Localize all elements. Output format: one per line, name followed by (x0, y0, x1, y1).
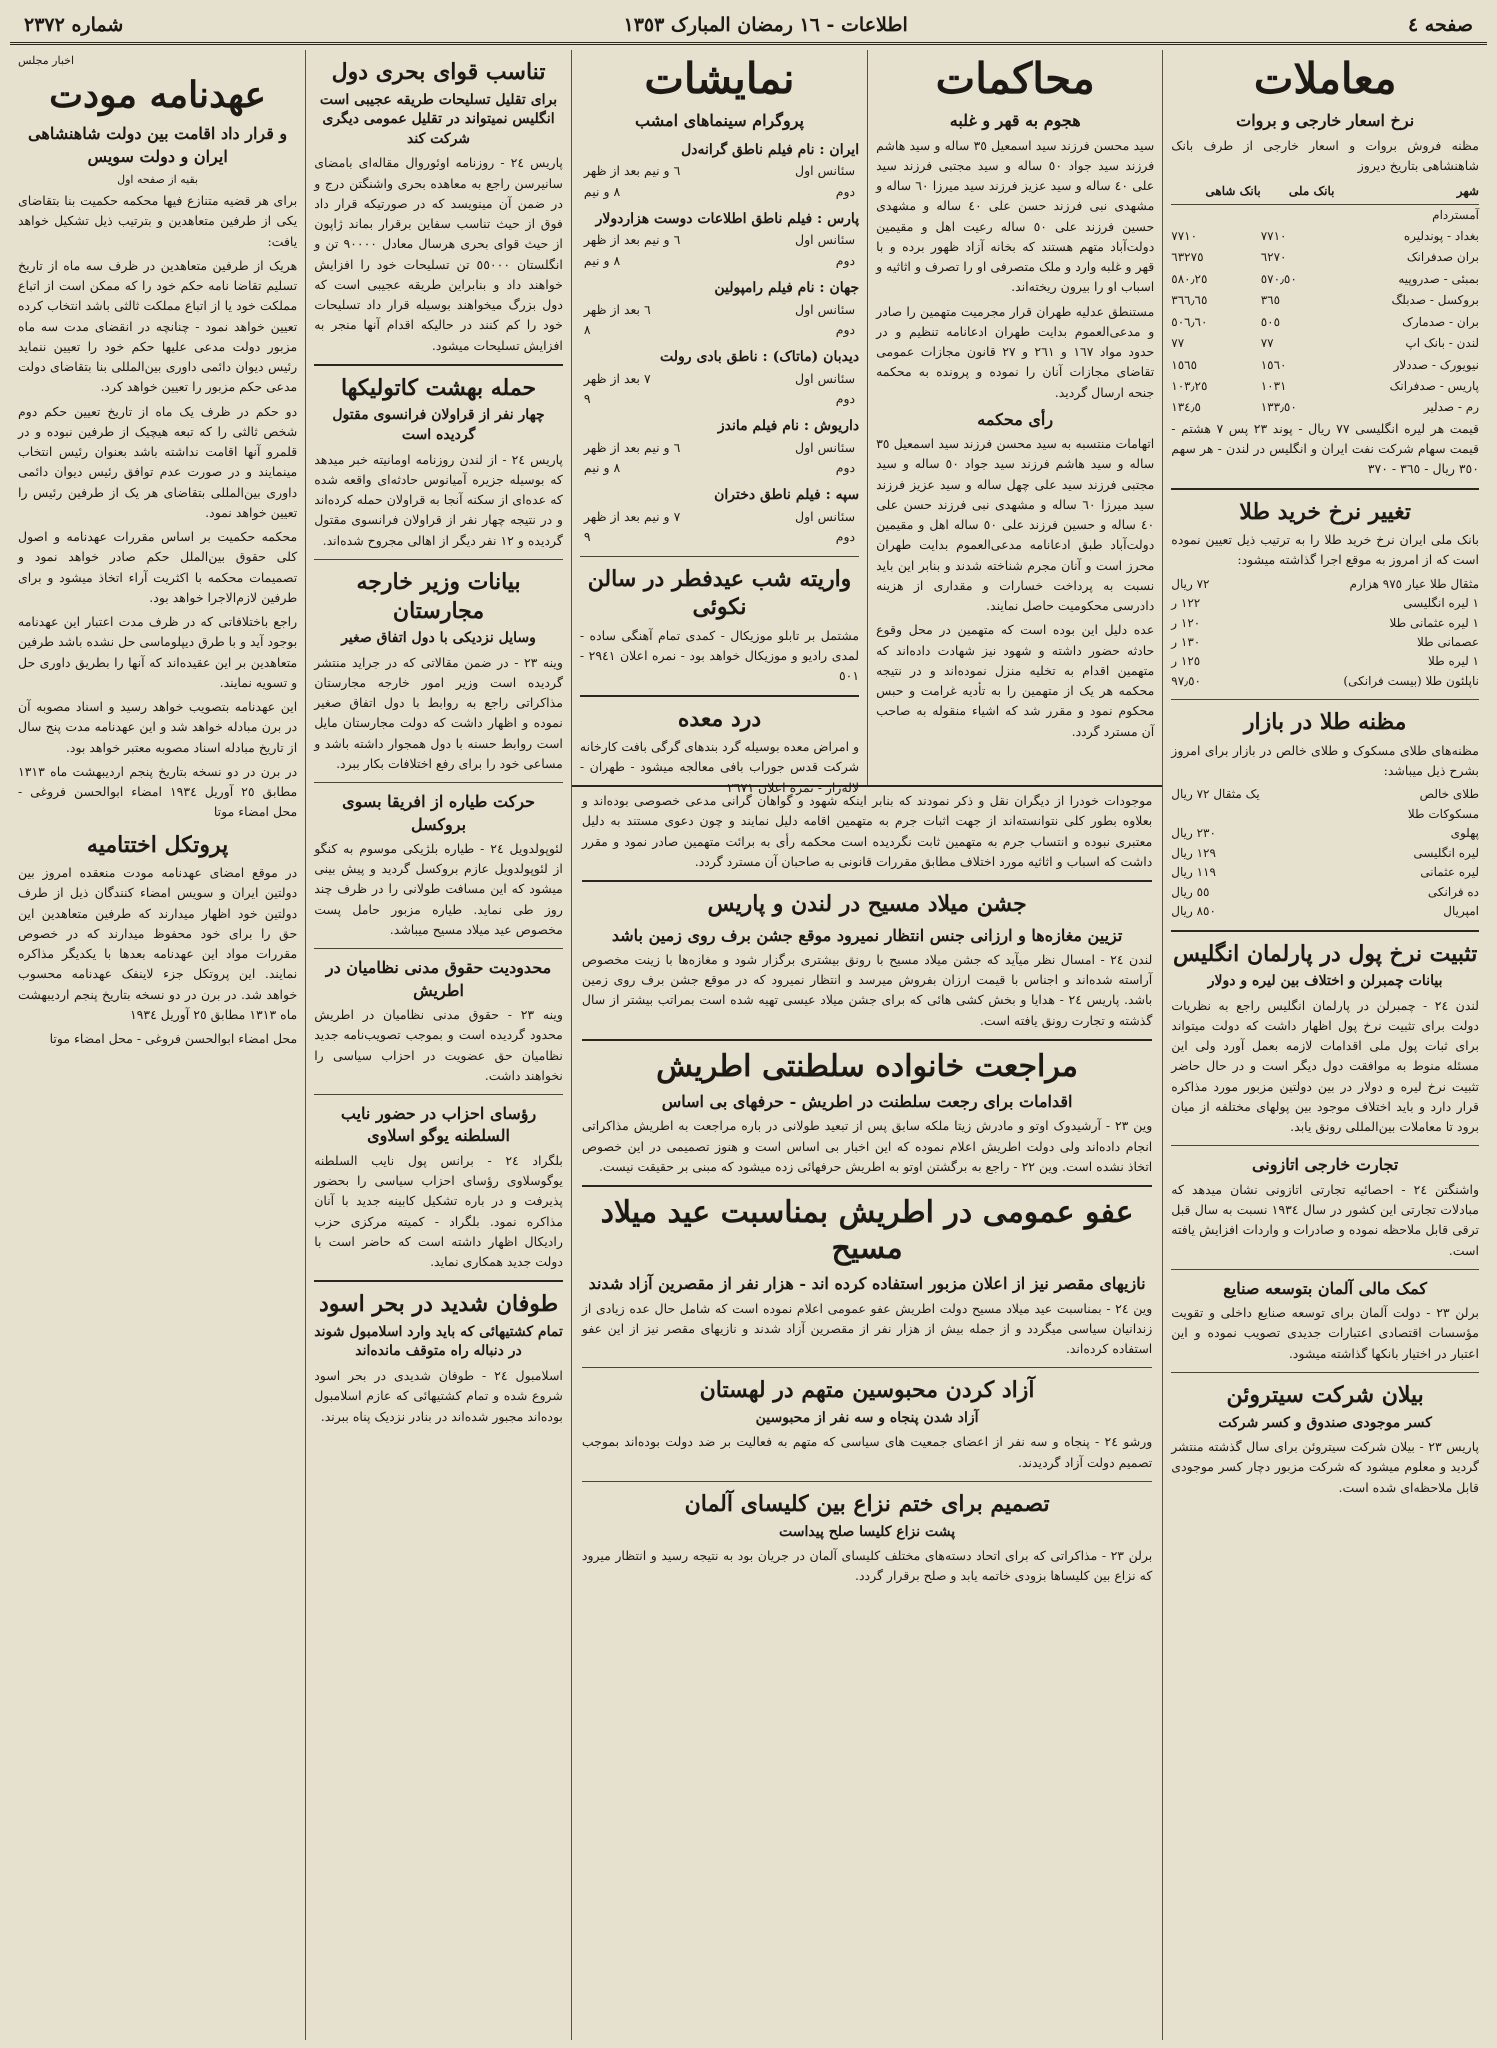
session-label: دوم (835, 183, 856, 199)
session-label: دوم (835, 321, 856, 337)
church-text: برلن ٢٣ - مذاکراتی که برای اتحاد دسته‌های مختلف کلیسای آلمان در جریان بود به نتیجه رسید و انتظار میرود که نزاع بین کلیساها بزودی خاتمه یابد و صلح برقرار گردد. (581, 1548, 1153, 1584)
table-row (1171, 312, 1479, 333)
list-item: سپه : فیلم ناطق دختران سئانس اول ٧ و نیم بعد از ظهر دوم ٩ (580, 484, 859, 547)
list-item (1171, 902, 1479, 921)
ad-title: درد معده (677, 705, 762, 732)
courts-p3: اتهامات منتسبه به سید محسن فرزند سید اسمعیل ٣٥ ساله و سید هاشم فرزند سید جواد ٥٠ ساله و سید مجتبی فرزند سید علی چهل ساله و سید عزیز فرزند سید میرزا ٦٠ ساله و مشهدی نبی فرزند حسن علی ٤٠ ساله و حسین فرزند علی ٥٠ ساله اهل و مقیمین دولت‌آباد طبق ادعانامه مدعی‌العموم بدایت طهران محرز است و آنان مجرم شناخته شدند و بنابر این باید نسبت به پرداخت خسارات و مقداری از هزینه دادرسی محکومیت حاصل نمایند. (876, 436, 1155, 614)
list-item (1171, 805, 1479, 824)
table-row (1171, 226, 1479, 247)
item-value: ١٢٢ ر (1171, 596, 1201, 611)
table-row (1171, 247, 1479, 268)
divider (580, 695, 859, 697)
church-subtitle: پشت نزاع کلیسا صلح پیداست (779, 1523, 956, 1540)
item-label: مثقال طلا عیار ٩٧٥ هزارم (1349, 576, 1479, 591)
rate: ٧٧ (1260, 336, 1274, 351)
xmas-subtitle: تزیین مغازه‌ها و ارزانی جنس انتظار نمیرود موقع جشن برف روی زمین باشد (611, 925, 1123, 945)
divider (314, 559, 563, 560)
list-item (1171, 863, 1479, 882)
table-row (1171, 269, 1479, 290)
item-label: ۱ لیره انگلیسی (1403, 596, 1479, 611)
gold-text: بانک ملی ایران نرخ خرید طلا را به ترتیب ذیل تعیین نموده است که از امروز به موقع اجرا گذاشته میشود: (1171, 532, 1479, 568)
column-treaty (10, 50, 305, 2040)
item-label: ١ لیره طلا (1428, 654, 1479, 669)
exchange-table (1171, 180, 1479, 419)
protocol-text: در موقع امضای عهدنامه مودت منعقده امروز بین دولتین ایران و سویس امضاء کنندگان ذیل از طرف دولتین خود اظهار میدارند که طرفین متعاهدین این حق را برای خود محفوظ میدارند که در خصوص مقررات مواد این عهدنامه بعدها با یکدیگر مذاکره نمایند. این پروتکل جزء لاینفک عهدنامه محسوب خواهد شد. در برن در دو نسخه بتاریخ پنجم اردیبهشت ماه ١٣١٣ مطابق ٢٥ آوریل ١٩٣٤ (18, 865, 298, 1022)
rate: ٦٣٢٧٥ (1171, 250, 1204, 265)
list-item: داریوش : نام فیلم ماندز سئانس اول ٦ و نیم بعد از ظهر دوم ٨ و نیم (580, 415, 859, 478)
poland-subtitle: آزاد شدن پنجاه و سه نفر از محبوسین (755, 1409, 979, 1426)
session-label: دوم (835, 460, 856, 476)
city: بران صدفرانک (1406, 250, 1479, 265)
issue-date: اطلاعات - ١٦ رمضان المبارک ١٣٥٣ (623, 14, 908, 36)
item-value: ١٣٠ ر (1171, 635, 1201, 650)
column-courts (867, 50, 1162, 785)
city: نیویورک - صددلار (1393, 357, 1479, 372)
cinema-name: سپه (835, 487, 860, 504)
treaty-title: عهدنامه مودت (49, 73, 267, 116)
table-header: بانک ملی (1261, 180, 1335, 204)
list-item (1171, 575, 1479, 594)
session-time: ٨ (583, 321, 591, 337)
session-time: ٦ و نیم بعد از ظهر (583, 439, 681, 455)
session-time: ٧ و نیم بعد از ظهر (583, 509, 681, 525)
rate (1171, 204, 1260, 226)
bilan-subtitle: کسر موجودی صندوق و کسر شرکت (1218, 1414, 1432, 1431)
item-value: ١٢٠ ر (1171, 615, 1201, 630)
cinema-name: ایران (829, 141, 860, 158)
table-row (1171, 397, 1479, 418)
catholic-subtitle: چهار نفر از قراولان فرانسوی مقتول گردیده است (332, 407, 545, 444)
divider (1171, 930, 1479, 932)
cinema-name: جهان (829, 279, 860, 296)
item-label: لیره عثمانی (1420, 865, 1479, 880)
austria-text: وین ٢٣ - آرشیدوک اوتو و مادرش زیتا ملکه سابق پس از تبعید طولانی در باره مراجعت به اطریش مذاکراتی انجام داده‌اند ولی دولت اطریش اعلام نموده که این اخبار بی اساس است و هنوز تصمیمی در این خصوص اتخاذ نشده است. وین ٢٢ - راجع به برگشتن اوتو به اطریش حرفهائی زده میشود که مبنی بر حقیقت نیست. (581, 1118, 1153, 1174)
rate: ٦٢٧٠ (1260, 250, 1287, 265)
bilan-text: پاریس ٢٣ - بیلان شرکت سیتروئن برای سال گذشته منتشر گردید و معلوم میشود که شرکت مزبور دچار کسر موجودی قابل ملاحظه‌ای شده است. (1171, 1439, 1479, 1495)
item-label: امپریال (1443, 904, 1479, 919)
plane-title: حرکت طیاره از افریقا بسوی بروکسل (342, 792, 535, 834)
rate: ٣٦٦٫٦٥ (1171, 293, 1208, 308)
divider (582, 1039, 1152, 1041)
divider (1171, 1145, 1479, 1146)
session-time: ٩ (583, 391, 591, 407)
item-value: ٧٢ ریال (1171, 576, 1210, 591)
rate: ٣٦٥ (1260, 293, 1281, 308)
cinema-name: دیدبان (ماتاک) (772, 349, 860, 366)
storm-title: طوفان شدید در بحر اسود (318, 1291, 559, 1318)
item-label: مسکوکات طلا (1407, 806, 1479, 821)
austria-title: مراجعت خانواده سلطنتی اطریش (656, 1048, 1079, 1084)
center-top (572, 50, 1162, 795)
center-block (571, 50, 1162, 2040)
divider (1171, 1269, 1479, 1270)
church-title: تصمیم برای ختم نزاع بین کلیسای آلمان (684, 1490, 1050, 1517)
city: پاریس - صدفرانک (1389, 379, 1479, 394)
item-value: ٨٥٠ ریال (1171, 904, 1216, 919)
masthead (10, 8, 1487, 45)
rate: ١٠٣١ (1260, 379, 1287, 394)
session-time: ٦ و نیم بعد از ظهر (583, 163, 681, 179)
naval-text: پاریس ٢٤ - روزنامه اوئوروال مقاله‌ای بامضای سانیرسن راجع به معاهده بحری واشنگتن درج و در ضمن آن مینویسد که در صورتیکه قرار داد فوق از حیث تناسب سفاین برقرار بماند ژاپون از حیث قوای بحری هرسال معادل ٩٠٠٠٠ تن و انگلستان ٥٥٠٠٠ تن تسلیحات خود را افزایش خواهند داد و بنابراین طریقه عجیبی است که دول بزرگ میخواهند بوسیله قرار داد تسلیحات خود را کم کنند در حالیکه اقدام آنها منجر به افزایش تسلیحات میشود. (314, 155, 563, 353)
courts-heading: هجوم به قهر و غلبه (949, 111, 1081, 131)
list-item (1171, 652, 1479, 671)
variety-text: مشتمل بر تابلو موزیکال - کمدی تمام آهنگی ساده - لمدی رادیو و موزیکال خواهد بود - نمره اعلان ٢٩٤١ - ٥٠١ (579, 627, 860, 684)
rate: ٥٠٥ (1260, 314, 1281, 329)
list-item (1171, 824, 1479, 843)
treaty-p5: راجع باختلافاتی که در ظرف مدت اعتبار این عهدنامه بوجود آید و با طرق دیپلوماسی حل نشده باشد طرفین متعاهدین بر این عقیده‌اند که آنها را بطریق داوری حل و تسویه نمایند. (18, 614, 298, 690)
item-label: ۱ لیره عثمانی طلا (1389, 615, 1479, 630)
courts-p1: سید محسن فرزند سید اسمعیل ٣٥ ساله و سید هاشم فرزند سید جواد ٥٠ ساله و سید مجتبی فرزند سید علی ٤٠ ساله و سید عزیز فرزند سید میرزا ٦٠ ساله و مشهدی نبی فرزند حسن علی ٤٠ ساله و مشهدی حسین فرزند علی ٥٠ ساله رعیت اهل و مقیمین دولت‌آباد متهم هستند که بخانه آزاد ظهور برده و با قهر و غلبه وارد و ملک متصرفی او را تصرف و اثاثیه و اسباب او را بیرون ریخته‌اند. (876, 137, 1155, 295)
bilan-title: بیلان شرکت سیتروئن (1226, 1381, 1424, 1408)
film-name: نام فیلم رامپولین (714, 279, 815, 296)
divider (314, 364, 563, 366)
heads-text: بلگراد ٢٤ - برانس پول نایب السلطنه یوگوسلاوی رؤسای احزاب سیاسی را بحضور پذیرفت و در باره تشکیل کابینه جدید با آنان مذاکره نمود. بلگراد - کمیته مرکزی حزب رادیکال اظهار داشته است که حاضر است با دولت جدید همکاری نماید. (314, 1152, 563, 1270)
fm-title: بیانات وزیر خارجه مجارستان (356, 568, 521, 624)
film-name: فیلم ناطق اطلاعات دوست هزاردولار (595, 210, 813, 227)
item-value: ٩٧٫٥٠ (1171, 673, 1201, 688)
table-header: شهر (1335, 180, 1479, 204)
city: بران - صدمارک (1402, 314, 1479, 329)
gold-title: تغییر نرخ خرید طلا (1239, 498, 1411, 525)
pound-title: تثبیت نرخ پول در پارلمان انگلیس (1172, 940, 1478, 967)
amnesty-text: وین ٢٤ - بمناسبت عید میلاد مسیح دولت اطریش عفو عمومی اعلام نموده است که شامل حال عده زیادی از زندانیان سیاسی میگردد و از جمله بیش از هزار نفر از مقصرین آزاد شدند و نازیهای مقصر نیز از این عفو استفاده کرده‌اند. (581, 1300, 1153, 1357)
protocol-sign: محل امضاء ابوالحسن فروغی - محل امضاء موتا (49, 1031, 298, 1047)
rate: ٧٧ (1171, 336, 1185, 351)
session-time: ٧ بعد از ظهر (583, 370, 651, 386)
divider (314, 1094, 563, 1095)
list-item (1171, 614, 1479, 633)
item-label: عصمانی طلا (1416, 635, 1479, 650)
list-item (1171, 672, 1479, 691)
item-label: طلای خالص (1419, 787, 1479, 802)
story-top-text: موجودات خودرا از دیگران نقل و ذکر نمودند که بنابر اینکه شهود و گواهان گرانی مدعی خصوصی بوده‌اند و بعلاوه بطور کلی نتوانسته‌اند از جهت اثبات جرم به متهمین اقامه دلیل نمایند و چون دعوی مستند به دلیل معتبری نبوده و انتساب جرم به متهمین ثابت نگردیده است محکمه رأی به برائت متهمین صادر نمود و مقرر داشت که اسباب و اثاثیه مورد اختلاف مطابق مقررات قانونی به صاحبان آن مسترد گردد. (581, 793, 1153, 869)
city: آمستردام (1432, 207, 1479, 222)
item-value: ١١٩ ریال (1171, 865, 1216, 880)
session-label: سئانس اول (795, 301, 856, 317)
film-name: نام فیلم ماندز (717, 418, 800, 435)
rights-title: محدودیت حقوق مدنی نظامیان در اطریش (325, 958, 552, 1000)
film-name: نام فیلم ناطق گرانه‌دل (681, 141, 815, 158)
germany-title: کمک مالی آلمان بتوسعه صنایع (1223, 1278, 1428, 1298)
divider (1171, 488, 1479, 490)
table-row (1171, 290, 1479, 311)
catholic-text: پاریس ٢٤ - از لندن روزنامه اومانیته خبر میدهد که بوسیله جزیره آمیانوس حادثه‌ای واقعه شده که عده‌ای از سکنه آنجا به قراولان حمله کرده‌اند و در نتیجه چهار نفر از قراولان فرانسوی مقتول گردیده و ١٢ نفر دیگر از اهالی مجروح شده‌اند. (314, 451, 563, 548)
market-text: مظنه‌های طلای مسکوک و طلای خالص در بازار برای امروز بشرح ذیل میباشد: (1171, 742, 1479, 779)
heads-title: رؤسای احزاب در حضور نایب السلطنه یوگو اسلاوی (340, 1104, 537, 1146)
section-tag: اخبار مجلس (18, 54, 74, 67)
list-item (1171, 633, 1479, 652)
rate (1261, 204, 1335, 226)
list-item: جهان : نام فیلم رامپولین سئانس اول ٦ بعد از ظهر دوم ٨ (580, 277, 859, 340)
treaty-p3: دو حکم در ظرف یک ماه از تاریخ تعیین حکم دوم شخص ثالثی را که تبعه هیچیک از طرفین نبوده و در قلمرو آنها اقامت نداشته باشد بعنوان رئیس انتخاب مینمایند و در صورت عدم توافق رئیس دیوان دائمی داوری بین‌المللی بتقاضای هر یک از طرفین رئیس را تعیین خواهد نمود. (18, 403, 298, 520)
cinema-schedule (580, 139, 859, 548)
xmas-text: لندن ٢٤ - امسال نظر میآید که جشن میلاد مسیح با رونق بیشتری برگزار شود و مغازه‌ها با زینت مخصوص آراسته شده‌اند و اجناس با قیمت ارزان بفروش میرسد و انتظار نمیرود که در موقع جشن برف روی زمین باشد. پاریس ٢٤ - هدایا و بخش کشی هائی که برای جشن میلاد عیسی تهیه شده است بمراتب بیشتر از سال گذشته و تجارت رونق یافته است. (581, 951, 1153, 1028)
variety-title: واریته شب عیدفطر در سالن نکوئی (587, 565, 852, 621)
city: رم - صدلیر (1423, 400, 1479, 415)
session-label: دوم (835, 529, 856, 545)
session-label: سئانس اول (795, 370, 856, 386)
issue-number: شماره ٢٣٧٢ (24, 14, 124, 36)
item-label: ناپلئون طلا (بیست فرانکی) (1343, 673, 1479, 688)
treaty-subtitle: و قرار داد اقامت بین دولت شاهنشاهی ایران و دولت سویس (28, 124, 288, 166)
treaty-p2: هریک از طرفین متعاهدین در ظرف سه ماه از تاریخ تسلیم تقاضا نامه حکم خود را که ممکن است از اتباع مملکت خود یا از اتباع مملکت ثالثی باشد انتخاب کرده تعیین خواهد نمود - چنانچه در انقضای مدت سه ماه مزبور دولت مدعی علیها حکم خود را تعیین ننماید رئیس دیوان دائمی داوری بین‌المللی بنا بتقاضای دولت مدعی حکم مزبور را تعیین خواهد کرد. (18, 257, 298, 395)
item-value: ٥٥ ریال (1171, 884, 1210, 899)
table-header: بانک شاهی (1171, 180, 1260, 204)
session-time: ٨ و نیم (583, 460, 621, 476)
city: بغداد - پوندلیره (1403, 228, 1479, 243)
table-row (1171, 204, 1479, 226)
item-value: یک مثقال ٧٢ ریال (1171, 787, 1260, 802)
session-label: سئانس اول (795, 439, 856, 455)
divider (582, 1185, 1152, 1187)
session-time: ٨ و نیم (583, 252, 621, 268)
naval-subtitle: برای تقلیل تسلیحات طریقه عجیبی است انگلیس نمیتواند در تقلیل عمومی دیگری شرکت کند (319, 91, 558, 147)
storm-text: اسلامبول ٢٤ - طوفان شدیدی در بحر اسود شروع شده و تمام کشتیهائی که عازم اسلامبول بوده‌اند مجبور شده‌اند در بنادر نزدیک پناه ببرند. (314, 1368, 563, 1424)
list-item: ایران : نام فیلم ناطق گرانه‌دل سئانس اول ٦ و نیم بعد از ظهر دوم ٨ و نیم (580, 139, 859, 202)
courts-verdict-heading: رأی محکمه (977, 409, 1054, 429)
storm-subtitle: تمام کشتیهائی که باید وارد اسلامبول شوند در دنباله راه متوقف مانده‌اند (314, 1323, 563, 1360)
rate: ٧٧١٠ (1171, 228, 1198, 243)
treaty-p6: این عهدنامه بتصویب خواهد رسید و اسناد مصوبه آن در برن مبادله خواهد شد و این عهدنامه مدت پنج سال از تاریخ مبادله اسناد مصوبه معتبر خواهد بود. (18, 699, 298, 755)
list-item (1171, 785, 1479, 804)
rate: ١٠٣٫٢٥ (1171, 379, 1208, 394)
film-name: ناطق بادی رولت (660, 349, 758, 366)
table-row (1171, 376, 1479, 397)
divider (1171, 1372, 1479, 1373)
rate: ٥٨٠٫٢٥ (1171, 271, 1208, 286)
column-shows (572, 50, 867, 795)
session-label: دوم (835, 252, 856, 268)
session-label: سئانس اول (795, 509, 856, 525)
rate: ١٣٣٫٥٠ (1260, 400, 1297, 415)
divider (314, 1280, 563, 1282)
courts-p4: عده دلیل این بوده است که متهمین در محل وقوع حادثه حضور داشته و شهود نیز شهادت داده‌اند که متهمین اقدام به تخلیه منزل نموده‌اند و در نتیجه محکمه هر یک از متهمین را به تأدیه غرامت و حبس محکوم نمود و مقرر شد که اشیاء منقوله به صاحب آن مسترد گردد. (876, 622, 1155, 739)
poland-title: آزاد کردن محبوسین متهم در لهستان (699, 1377, 1035, 1404)
courts-p2: مستنطق عدلیه طهران قرار مجرمیت متهمین را صادر و مدعی‌العموم بدایت طهران ادعانامه تنظیم و در حدود مواد ١٦٧ و ٢٦١ و ٢٧ قانون مجازات عمومی تقاضای مجازات آنان را نموده و پرونده به محکمه جنحه ارسال گردید. (876, 303, 1155, 400)
divider (314, 948, 563, 949)
session-label: سئانس اول (795, 163, 856, 179)
divider (314, 782, 563, 783)
treaty-p7: در برن در دو نسخه بتاریخ پنجم اردیبهشت ماه ١٣١٣ مطابق ٢٥ آوریل ١٩٣٤ امضاء ابوالحسن فروغی - محل امضاء موتا (18, 763, 298, 820)
item-value: ٢٣٠ ریال (1171, 826, 1216, 841)
list-item: پارس : فیلم ناطق اطلاعات دوست هزاردولار سئانس اول ٦ و نیم بعد از ظهر دوم ٨ و نیم (580, 208, 859, 271)
table-row (1171, 333, 1479, 354)
page-number: صفحه ٤ (1407, 14, 1473, 36)
pound-subtitle: بیانات چمبرلن و اختلاف بین لیره و دولار (1207, 973, 1443, 990)
list-item: دیدبان (ماتاک) : ناطق بادی رولت سئانس اول ٧ بعد از ظهر دوم ٩ (580, 346, 859, 409)
market-title: مظنه طلا در بازار (1243, 709, 1407, 736)
list-item (1171, 594, 1479, 613)
city: بمبئی - صدروپیه (1398, 271, 1479, 286)
item-value: ١٢٥ ر (1171, 654, 1201, 669)
germany-text: برلن ٢٣ - دولت آلمان برای توسعه صنایع داخلی و تقویت مؤسسات اقتصادی اعتبارات جدیدی تصویب نموده و این اعتبار در اختیار بانکها گذاشته میشود. (1171, 1305, 1479, 1361)
rate: ١٥٦٥ (1171, 357, 1198, 372)
session-time: ٨ و نیم (583, 183, 621, 199)
rate: ١٣٤٫٥ (1171, 400, 1201, 415)
divider (582, 1481, 1152, 1482)
divider (1171, 699, 1479, 700)
xmas-title: جشن میلاد مسیح در لندن و پاریس (707, 891, 1027, 917)
trade-title: تجارت خارجی اتازونی (1251, 1155, 1399, 1175)
poland-text: ورشو ٢٤ - پنجاه و سه نفر از اعضای جمعیت های سیاسی که متهم به فعالیت بر ضد دولت بوده‌اند بموجب تصمیم دولت آزاد گردیدند. (581, 1434, 1153, 1470)
treaty-p1: برای هر قضیه متنازع فیها محکمه حکمیت بنا بتقاضای یکی از طرفین متعاهدین و بترتیب ذیل تشکیل خواهد یافت: (18, 193, 298, 249)
shows-heading: پروگرام سینماهای امشب (635, 111, 804, 131)
rate: ٥٠٦٫٦٠ (1171, 314, 1208, 329)
film-name: فیلم ناطق دختران (714, 487, 821, 504)
divider (582, 880, 1152, 882)
session-label: سئانس اول (795, 232, 856, 248)
list-item (1171, 844, 1479, 863)
column-naval (305, 50, 571, 2040)
trade-text: واشنگتن ٢٤ - احصائیه تجارتی اتازونی نشان میدهد که مبادلات تجارتی این کشور در سال ١٩٣٤ نسبت به سال قبل ترقی قابل ملاحظه نموده و صادرات و واردات افزایش یافته است. (1171, 1181, 1479, 1258)
pound-text: لندن ٢٤ - چمبرلن در پارلمان انگلیس راجع به نظریات دولت برای تثبیت نرخ پول اظهار داشت که دولت میتواند برای ثبات پول ملی اقدامات لازمه بعمل آورد ولی این مسئله منوط به موافقت دول دیگر است و در حال حاضر تثبیت نرخ لیره و دولار در بین دولتین مزبور مورد مذاکره قرار دارد و باید اختلاف موجود بین پولهای مختلفه از میان برود تا معاملات بین‌المللی رونق یابد. (1171, 997, 1479, 1135)
list-item (1171, 883, 1479, 902)
rate: ٧٧١٠ (1260, 228, 1287, 243)
cinema-name: پارس (827, 210, 860, 227)
table-row (1171, 355, 1479, 376)
session-time: ٦ بعد از ظهر (583, 301, 651, 317)
item-label: ده فرانکی (1427, 884, 1479, 899)
transactions-title: معاملات (1253, 54, 1397, 103)
session-time: ٩ (583, 529, 591, 545)
column-wide-stories (572, 787, 1162, 1595)
divider (582, 1367, 1152, 1368)
exchange-heading: نرخ اسعار خارجی و بروات (1236, 111, 1415, 131)
fm-subtitle: وسایل نزدیکی با دول اتفاق صغیر (341, 630, 536, 647)
exchange-intro: مظنه فروش بروات و اسعار خارجی از طرف بانک شاهنشاهی بتاریخ دیروز (1171, 137, 1479, 173)
continued-note: بقیه از صفحه اول (117, 173, 199, 187)
item-value: ١٢٩ ریال (1171, 845, 1216, 860)
shows-title: نمایشات (644, 54, 795, 103)
amnesty-subtitle: نازیهای مقصر نیز از اعلان مزبور استفاده کرده اند - هزار نفر از مقصرین آزاد شدند (588, 1274, 1146, 1294)
divider (580, 556, 859, 557)
item-label: لیره انگلیسی (1413, 845, 1479, 860)
column-transactions (1162, 50, 1487, 2040)
naval-title: تناسب قوای بحری دول (331, 59, 546, 85)
exchange-notes: قیمت هر لیره انگلیسی ٧٧ ریال - پوند ٢٣ پس ٧ هشتم - قیمت سهام شرکت نفت ایران و انگلیس در لندن - هر سهم ٣٥٠ ریال - ٣٦٥ - ٣٧٠ (1171, 420, 1479, 477)
session-time: ٦ و نیم بعد از ظهر (583, 232, 681, 248)
protocol-title: پروتکل اختتامیه (86, 831, 229, 858)
rate: ١٥٦٠ (1260, 357, 1287, 372)
plane-text: لئوپولدویل ٢٤ - طیاره بلژیکی موسوم به کنگو از لئوپولدویل عازم بروکسل گردید و پیش بینی میشود که این مسافت طولانی را در ظرف چند روز طی نماید. طیاره مزبور حامل پست مخصوص عید میلاد مسیح میباشد. (314, 840, 563, 937)
amnesty-title: عفو عمومی در اطریش بمناسبت عید میلاد مسیح (600, 1195, 1134, 1267)
session-label: دوم (835, 391, 856, 407)
columns (10, 50, 1487, 2040)
rate: ٥٧٠٫٥٠ (1260, 271, 1297, 286)
city: لندن - بانک اپ (1405, 336, 1479, 351)
treaty-p4: محکمه حکمیت بر اساس مقررات عهدنامه و اصول کلی حقوق بین‌الملل حکم صادر خواهد نمود و تصمیمات محکمه با اکثریت آراء اتخاذ میشود و برای طرفین لازم‌الاجرا خواهد بود. (18, 529, 298, 605)
cinema-name: داریوش (813, 418, 860, 435)
item-label: پهلوی (1450, 826, 1479, 841)
city: بروکسل - صدبلگ (1391, 293, 1479, 308)
courts-title: محاکمات (935, 54, 1095, 103)
austria-subtitle: اقدامات برای رجعت سلطنت در اطریش - حرفهای بی اساس (661, 1091, 1073, 1111)
catholic-title: حمله بهشت کاتولیکها (340, 374, 537, 401)
fm-text: وینه ٢٣ - در ضمن مقالاتی که در جراید منتشر گردیده است وزیر امور خارجه مجارستان مذاکراتی راجع به روابط با دول اتفاق صغیر نموده و اظهار داشت که دولت مجارستان مایل است روابط حسنه با دول همجوار داشته باشد و مساعی خود را برای رفع اختلافات بکار ببرد. (314, 654, 563, 771)
rights-text: وینه ٢٣ - حقوق مدنی نظامیان در اطریش محدود گردیده است و بموجب تصویب‌نامه جدید نظامیان حق عضویت در احزاب سیاسی را نخواهند داشت. (314, 1007, 563, 1083)
ad-text: و امراض معده بوسیله گرد بندهای گرگی بافت کارخانه شرکت قدس جوراب بافی معالجه میشود - طهران - لاله‌زار - نمره اعلان ٢٦٧١ (579, 739, 860, 795)
